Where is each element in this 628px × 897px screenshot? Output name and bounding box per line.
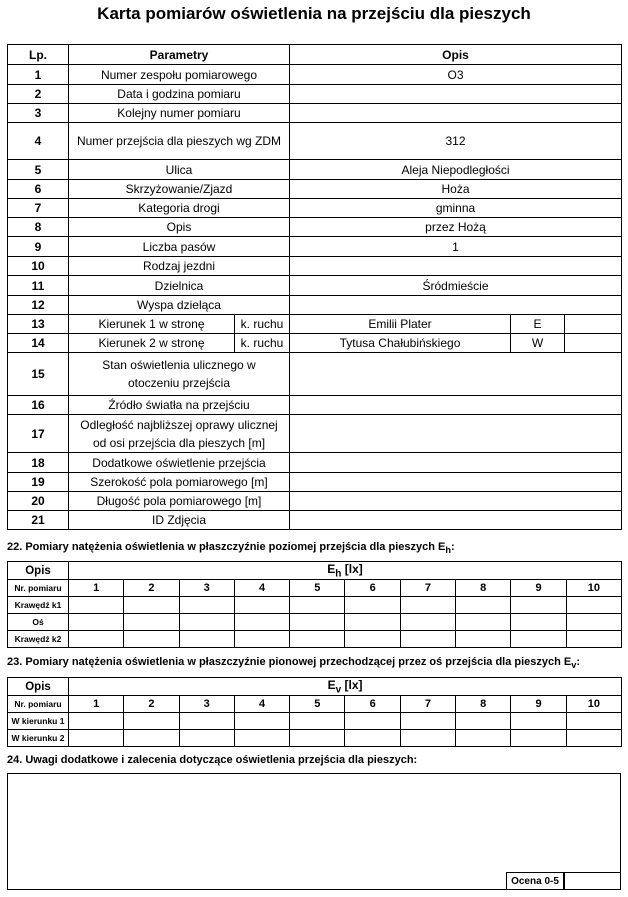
parameter-label-line: Odległość najbliższej oprawy ulicznej: [80, 417, 278, 432]
table-row: [8, 415, 622, 453]
table-row: [8, 315, 622, 334]
parameter-label: Kierunek 1 w stronę: [69, 315, 235, 334]
measurement-cell[interactable]: [511, 631, 566, 648]
nr-pomiaru-label: Nr. pomiaru: [8, 696, 69, 713]
measurement-row: [8, 597, 622, 614]
parameter-label: Data i godzina pomiaru: [69, 85, 290, 104]
direction-code-value[interactable]: E: [511, 315, 565, 334]
measurement-cell[interactable]: [179, 597, 234, 614]
row-number: 13: [8, 315, 69, 334]
empty-cell[interactable]: [565, 334, 622, 353]
table-row: [8, 199, 622, 218]
parameter-label: Opis: [69, 218, 290, 237]
measurement-cell[interactable]: [234, 730, 289, 747]
measurement-cell[interactable]: [456, 713, 511, 730]
measurement-cell[interactable]: [69, 614, 124, 631]
parameter-value[interactable]: 1: [290, 237, 622, 257]
measurement-row: [8, 614, 622, 631]
measurement-cell[interactable]: [511, 713, 566, 730]
measurement-cell[interactable]: [400, 713, 455, 730]
parameter-value[interactable]: [290, 473, 622, 492]
measurement-cell[interactable]: [290, 713, 345, 730]
vertical-measurements-table: [7, 677, 622, 747]
row-number: 10: [8, 257, 69, 276]
table-row: [8, 65, 622, 85]
row-number: 8: [8, 218, 69, 237]
measurement-row-label: Krawędź k1: [8, 597, 69, 614]
measurement-number: 5: [290, 580, 345, 597]
measurement-cell[interactable]: [566, 730, 621, 747]
row-number: 12: [8, 296, 69, 315]
measurement-cell[interactable]: [400, 730, 455, 747]
measurement-cell[interactable]: [179, 614, 234, 631]
grid-header-row: [8, 562, 622, 580]
measurement-cell[interactable]: [124, 713, 179, 730]
measurement-number: 4: [234, 580, 289, 597]
ocena-value-field[interactable]: [564, 872, 621, 890]
row-number: 7: [8, 199, 69, 218]
parameter-value[interactable]: [290, 511, 622, 530]
header-lp: Lp.: [8, 45, 69, 65]
parameter-label: Dodatkowe oświetlenie przejścia: [69, 453, 290, 473]
measurement-number: 1: [69, 580, 124, 597]
parameter-label: Ulica: [69, 160, 290, 180]
page-title: Karta pomiarów oświetlenia na przejściu dla pieszych: [97, 4, 531, 23]
measurement-row-label: Oś: [8, 614, 69, 631]
traffic-direction-label: k. ruchu: [235, 334, 290, 353]
row-number: 18: [8, 453, 69, 473]
row-number: 2: [8, 85, 69, 104]
parameter-label-line: Stan oświetlenia ulicznego w: [102, 358, 256, 372]
measurement-number: 8: [456, 696, 511, 713]
measurement-cell[interactable]: [179, 631, 234, 648]
measurement-cell[interactable]: [566, 713, 621, 730]
row-number: 6: [8, 180, 69, 199]
row-number: 11: [8, 276, 69, 296]
parameter-label-line: otoczeniu przejścia: [127, 376, 231, 390]
row-number: 21: [8, 511, 69, 530]
parameter-value[interactable]: [290, 415, 622, 453]
parameter-label: Kolejny numer pomiaru: [69, 104, 290, 123]
measurement-cell[interactable]: [290, 614, 345, 631]
measurement-cell[interactable]: [345, 730, 400, 747]
illuminance-unit-header: $E_v$ [lx]: [69, 678, 622, 696]
measurement-cell[interactable]: [456, 614, 511, 631]
table-row: [8, 237, 622, 257]
ocena-label: Ocena 0-5: [506, 872, 564, 890]
table-row: [8, 85, 622, 104]
row-number: 1: [8, 65, 69, 85]
measurement-number: 5: [290, 696, 345, 713]
opis-header: Opis: [8, 678, 69, 696]
row-number: 5: [8, 160, 69, 180]
table-row: [8, 123, 622, 160]
table-row: [8, 257, 622, 276]
parameter-label: Liczba pasów: [69, 237, 290, 257]
measurement-cell[interactable]: [234, 614, 289, 631]
measurement-cell[interactable]: [290, 597, 345, 614]
measurement-cell[interactable]: [124, 597, 179, 614]
traffic-direction-label: k. ruchu: [235, 315, 290, 334]
measurement-cell[interactable]: [456, 597, 511, 614]
measurement-number: 1: [69, 696, 124, 713]
measurement-number: 2: [124, 696, 179, 713]
section-23-heading: 23. Pomiary natężenia oświetlenia w płaszczyźnie pionowej przechodzącej przez oś przejścia dla pieszych $E_v$:: [7, 656, 581, 671]
direction-street-value[interactable]: Tytusa Chałubińskiego: [290, 334, 511, 353]
measurement-cell[interactable]: [566, 631, 621, 648]
measurement-cell[interactable]: [234, 597, 289, 614]
row-number: 16: [8, 396, 69, 415]
section-24-heading: 24. Uwagi dodatkowe i zalecenia dotyczące oświetlenia przejścia dla pieszych:: [7, 754, 418, 766]
measurement-number: 7: [400, 580, 455, 597]
measurement-number: 2: [124, 580, 179, 597]
table-row: [8, 473, 622, 492]
parameter-label: Rodzaj jezdni: [69, 257, 290, 276]
table-row: [8, 334, 622, 353]
measurement-cell[interactable]: [566, 614, 621, 631]
nr-pomiaru-label: Nr. pomiaru: [8, 580, 69, 597]
measurement-number: 6: [345, 696, 400, 713]
measurement-row: [8, 730, 622, 747]
measurement-row-label: W kierunku 2: [8, 730, 69, 747]
parameter-label: [69, 415, 290, 453]
measurement-cell[interactable]: [69, 730, 124, 747]
measurement-number: 4: [234, 696, 289, 713]
measurement-cell[interactable]: [69, 631, 124, 648]
table-row: [8, 104, 622, 123]
measurement-number: 6: [345, 580, 400, 597]
measurement-cell[interactable]: [345, 713, 400, 730]
parameter-value[interactable]: [290, 257, 622, 276]
measurement-number: 7: [400, 696, 455, 713]
parameter-value[interactable]: [290, 353, 622, 396]
parameter-label-line: od osi przejścia dla pieszych [m]: [92, 435, 266, 450]
measurement-cell[interactable]: [234, 631, 289, 648]
parameter-label: Numer przejścia dla pieszych wg ZDM: [69, 123, 290, 160]
parameter-value[interactable]: [290, 85, 622, 104]
measurement-number: 9: [511, 696, 566, 713]
measurement-cell[interactable]: [400, 631, 455, 648]
measurement-cell[interactable]: [234, 713, 289, 730]
measurement-cell[interactable]: [124, 614, 179, 631]
row-number: 4: [8, 123, 69, 160]
table-row: [8, 453, 622, 473]
table-header-row: [8, 45, 622, 65]
measurement-cell[interactable]: [69, 597, 124, 614]
measurement-number: 10: [566, 696, 621, 713]
measurement-cell[interactable]: [511, 730, 566, 747]
measurement-cell[interactable]: [69, 713, 124, 730]
table-row: [8, 353, 622, 396]
measurement-cell[interactable]: [290, 730, 345, 747]
row-number: 9: [8, 237, 69, 257]
table-row: [8, 296, 622, 315]
parameter-value[interactable]: [290, 296, 622, 315]
parameter-value[interactable]: [290, 104, 622, 123]
measurement-cell[interactable]: [511, 614, 566, 631]
header-opis: Opis: [290, 45, 622, 65]
measurement-cell[interactable]: [511, 597, 566, 614]
parameter-label: Kierunek 2 w stronę: [69, 334, 235, 353]
opis-header: Opis: [8, 562, 69, 580]
direction-street-value[interactable]: Emilii Plater: [290, 315, 511, 334]
parameter-label: Skrzyżowanie/Zjazd: [69, 180, 290, 199]
parameter-label: Wyspa dzieląca: [69, 296, 290, 315]
parameter-value[interactable]: 312: [290, 123, 622, 160]
parameter-value[interactable]: Śródmieście: [290, 276, 622, 296]
measurement-cell[interactable]: [124, 730, 179, 747]
grid-number-row: [8, 580, 622, 597]
measurement-cell[interactable]: [456, 730, 511, 747]
parameter-label: Źródło światła na przejściu: [69, 396, 290, 415]
measurement-cell[interactable]: [345, 631, 400, 648]
table-row: [8, 160, 622, 180]
measurement-cell[interactable]: [345, 597, 400, 614]
row-number: 14: [8, 334, 69, 353]
parameters-table: [7, 44, 622, 530]
parameter-value[interactable]: [290, 396, 622, 415]
measurement-cell[interactable]: [345, 614, 400, 631]
measurement-number: 3: [179, 580, 234, 597]
parameter-label: Szerokość pola pomiarowego [m]: [69, 473, 290, 492]
parameter-label: Długość pola pomiarowego [m]: [69, 492, 290, 511]
header-parametry: Parametry: [69, 45, 290, 65]
measurement-cell[interactable]: [566, 597, 621, 614]
measurement-cell[interactable]: [400, 597, 455, 614]
grid-number-row: [8, 696, 622, 713]
row-number: 17: [8, 415, 69, 453]
table-row: [8, 276, 622, 296]
row-number: 20: [8, 492, 69, 511]
parameter-value[interactable]: Hoża: [290, 180, 622, 199]
remarks-box[interactable]: [7, 773, 621, 890]
measurement-row-label: W kierunku 1: [8, 713, 69, 730]
measurement-number: 10: [566, 580, 621, 597]
empty-cell[interactable]: [565, 315, 622, 334]
horizontal-measurements-table: [7, 561, 622, 648]
parameter-value[interactable]: przez Hożą: [290, 218, 622, 237]
measurement-cell[interactable]: [400, 614, 455, 631]
illuminance-unit-header: $E_h$ [lx]: [69, 562, 622, 580]
parameter-label: Kategoria drogi: [69, 199, 290, 218]
measurement-row: [8, 713, 622, 730]
table-row: [8, 492, 622, 511]
parameter-label: Numer zespołu pomiarowego: [69, 65, 290, 85]
measurement-row: [8, 631, 622, 648]
parameter-value[interactable]: gminna: [290, 199, 622, 218]
measurement-number: 9: [511, 580, 566, 597]
row-number: 19: [8, 473, 69, 492]
direction-code-value[interactable]: W: [511, 334, 565, 353]
table-row: [8, 218, 622, 237]
parameter-value[interactable]: [290, 453, 622, 473]
parameter-value[interactable]: Aleja Niepodległości: [290, 160, 622, 180]
row-number: 3: [8, 104, 69, 123]
grid-header-row: [8, 678, 622, 696]
measurement-number: 8: [456, 580, 511, 597]
row-number: 15: [8, 353, 69, 396]
section-22-heading: 22. Pomiary natężenia oświetlenia w płaszczyźnie poziomej przejścia dla pieszych $E_h$:: [7, 541, 455, 556]
measurement-cell[interactable]: [179, 730, 234, 747]
measurement-row-label: Krawędź k2: [8, 631, 69, 648]
parameter-label: [69, 353, 290, 396]
table-row: [8, 396, 622, 415]
measurement-cell[interactable]: [456, 631, 511, 648]
table-row: [8, 180, 622, 199]
measurement-cell[interactable]: [290, 631, 345, 648]
parameter-value[interactable]: O3: [290, 65, 622, 85]
parameter-value[interactable]: [290, 492, 622, 511]
measurement-cell[interactable]: [124, 631, 179, 648]
table-row: [8, 511, 622, 530]
measurement-number: 3: [179, 696, 234, 713]
parameter-label: ID Zdjęcia: [69, 511, 290, 530]
measurement-cell[interactable]: [179, 713, 234, 730]
parameter-label: Dzielnica: [69, 276, 290, 296]
